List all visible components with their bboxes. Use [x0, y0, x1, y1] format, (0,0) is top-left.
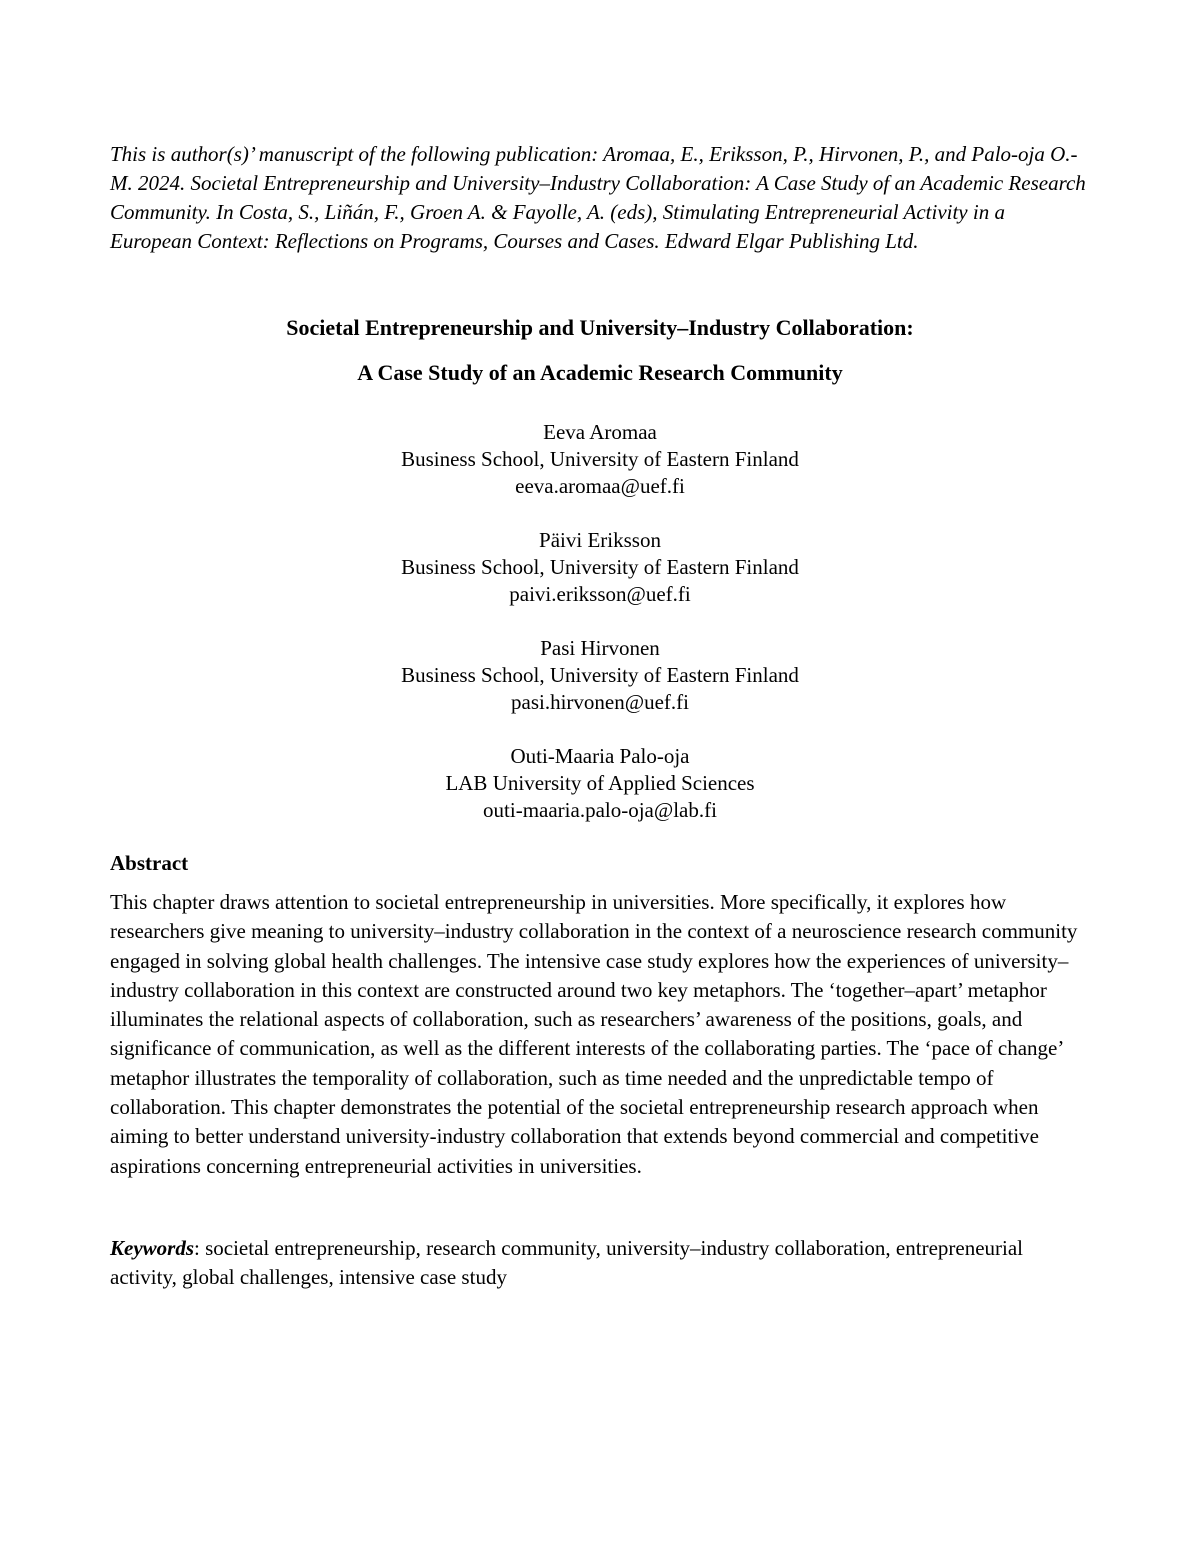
author-email: paivi.eriksson@uef.fi [509, 582, 691, 606]
keywords-paragraph [110, 1234, 1090, 1292]
document-page [110, 140, 1090, 1292]
author-affiliation: Business School, University of Eastern Finland [401, 447, 799, 471]
author-name: Eeva Aromaa [543, 420, 657, 444]
title-line-2: A Case Study of an Academic Research Community [357, 360, 843, 385]
title-line-1: Societal Entrepreneurship and University–Industry Collaboration: [286, 315, 914, 340]
author-block [110, 527, 1090, 608]
citation-note: This is author(s)’ manuscript of the following publication: Aromaa, E., Eriksson, P., Hirvonen, P., and Palo-oja O.-M. 2024. Societal Entrepreneurship and University–Industry Collaboration: A Case Study of an Academic Research Community. In Costa, S., Liñán, F., Groen A. & Fayolle, A. (eds), Stimulating Entrepreneurial Activity in a European Context: Reflections on Programs, Courses and Cases. Edward Elgar Publishing Ltd. [110, 142, 1086, 253]
author-affiliation: Business School, University of Eastern Finland [401, 555, 799, 579]
author-email: outi-maaria.palo-oja@lab.fi [483, 798, 717, 822]
author-email: pasi.hirvonen@uef.fi [511, 690, 689, 714]
author-name: Päivi Eriksson [539, 528, 661, 552]
keywords-label: Keywords [110, 1235, 194, 1260]
author-block [110, 743, 1090, 824]
author-email: eeva.aromaa@uef.fi [515, 474, 685, 498]
author-affiliation: Business School, University of Eastern Finland [401, 663, 799, 687]
abstract-text: This chapter draws attention to societal entrepreneurship in universities. More specifically, it explores how researchers give meaning to university–industry collaboration in the context of a neuroscience research community engaged in solving global health challenges. The intensive case study explores how the experiences of university–industry collaboration in this context are constructed around two key metaphors. The ‘together–apart’ metaphor illuminates the relational aspects of collaboration, such as researchers’ awareness of the positions, goals, and significance of communication, as well as the different interests of the collaborating parties. The ‘pace of change’ metaphor illustrates the temporality of collaboration, such as time needed and the unpredictable tempo of collaboration. This chapter demonstrates the potential of the societal entrepreneurship research approach when aiming to better understand university-industry collaboration that extends beyond commercial and competitive aspirations concerning entrepreneurial activities in universities. [110, 890, 1078, 1178]
author-name: Outi-Maaria Palo-oja [510, 744, 690, 768]
author-block [110, 419, 1090, 500]
keywords-list: : societal entrepreneurship, research community, university–industry collaboration, entrepreneurial activity, global challenges, intensive case study [110, 1235, 1024, 1289]
abstract-heading: Abstract [110, 851, 189, 875]
author-list [110, 419, 1090, 824]
author-name: Pasi Hirvonen [540, 636, 660, 660]
author-block [110, 635, 1090, 716]
author-affiliation: LAB University of Applied Sciences [445, 771, 755, 795]
